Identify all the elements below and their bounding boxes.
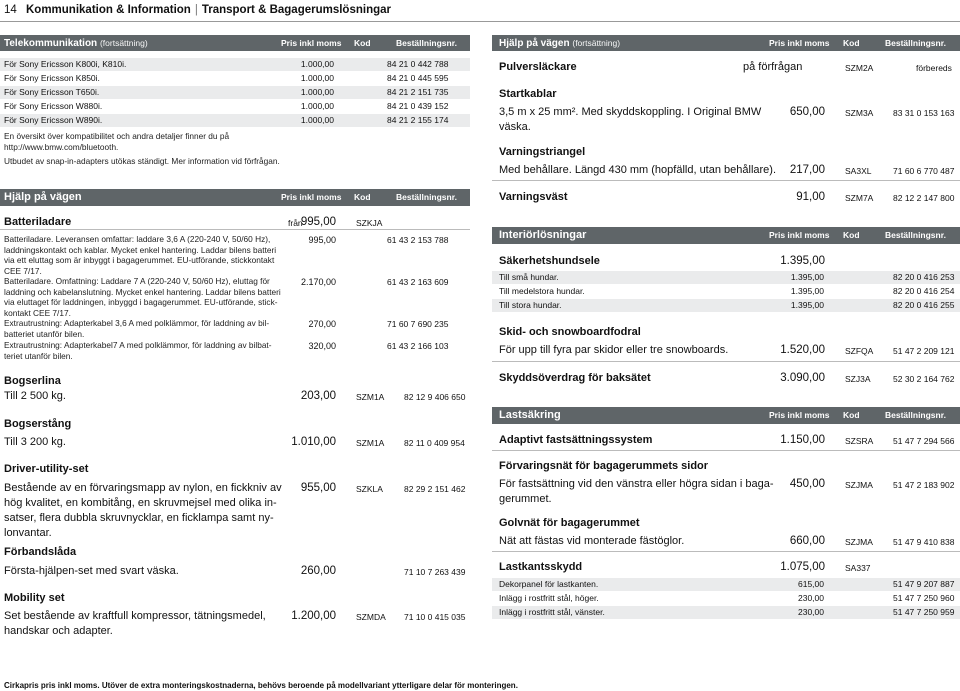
table-row: Till medelstora hundar. 1.395,00 82 20 0 416 254: [499, 286, 955, 296]
order-number: 61 43 2 153 788: [387, 235, 449, 245]
bogserstang-title: Bogserstång: [4, 418, 72, 430]
price: 650,00: [789, 106, 825, 118]
table-row: Till små hundar. 1.395,00 82 20 0 416 253: [492, 271, 960, 284]
price: 3.090,00: [780, 372, 825, 384]
page-title: Kommunikation & Information | Transport & Bagagerumslösningar: [26, 4, 391, 16]
sakerhetshundsele-title: Säkerhetshundsele: [499, 255, 600, 267]
order-number: 71 10 7 263 439: [404, 567, 466, 577]
price: 995,00: [300, 216, 336, 228]
price: 91,00: [796, 191, 825, 203]
order-number: 52 30 2 164 762: [893, 374, 955, 384]
section-bar-hjalp-pa-vagen: Hjälp på vägen Pris inkl moms Kod Beställningsnr.: [0, 189, 470, 206]
adaptivt-title: Adaptivt fastsättningssystem: [499, 434, 653, 446]
price: 450,00: [789, 478, 825, 490]
page-header: [0, 0, 960, 20]
item-description: Nät att fästas vid monterade fästöglor.: [499, 535, 685, 547]
code: SA337: [845, 563, 871, 573]
price: 217,00: [789, 164, 825, 176]
golvnat-title: Golvnät för bagagerummet: [499, 517, 640, 529]
code: SZJMA: [845, 480, 873, 490]
batteriladare-title: Batteriladare: [4, 216, 72, 228]
item-description: Till 2 500 kg.: [4, 390, 66, 402]
bluetooth-link[interactable]: http://www.bmw.com/bluetooth.: [4, 142, 119, 152]
code: SZM1A: [356, 438, 385, 448]
section-bar-lastsakring: Lastsäkring Pris inkl moms Kod Beställningsnr.: [492, 407, 960, 424]
code: SZSRA: [845, 436, 874, 446]
page-number: 14: [4, 4, 17, 16]
code: SZKLA: [356, 484, 383, 494]
code: SZM2A: [845, 63, 874, 73]
order-number: förbereds: [916, 63, 952, 73]
code: SZFQA: [845, 346, 874, 356]
lastkantsskydd-title: Lastkantsskydd: [499, 561, 583, 573]
code: SZM3A: [845, 108, 874, 118]
code: SZMDA: [356, 612, 386, 622]
forvaringsnat-title: Förvaringsnät för bagagerummets sidor: [499, 460, 709, 472]
pulverslackare-title: Pulversläckare: [499, 61, 577, 73]
price: 1.075,00: [780, 561, 825, 573]
table-row: För Sony Ericsson T650i. 1.000,00 84 21 2 151 735: [0, 86, 470, 99]
order-number: 71 60 7 690 235: [387, 319, 449, 329]
price: 203,00: [300, 390, 336, 402]
item-description: Batteriladare. Omfattning: Laddare 7 A (220-240 V, 50/60 Hz), eluttag för laddning och kabelanslutning. Mycket enkel hantering. Laddar bilens batteri via eluttaget för laddningen, inbyggd i bagagerummet. EU-utförande, stick- kontakt CEE 7/17.: [4, 276, 281, 318]
table-row: Till stora hundar. 1.395,00 82 20 0 416 255: [492, 299, 960, 312]
divider: [492, 551, 960, 552]
order-number: 83 31 0 153 163: [893, 108, 955, 118]
varningsvast-title: Varningsväst: [499, 191, 568, 203]
price: 260,00: [300, 565, 336, 577]
item-description: Set bestående av kraftfull kompressor, tätningsmedel, handskar och adapter.: [4, 610, 266, 637]
divider: [492, 180, 960, 181]
bogserlina-title: Bogserlina: [4, 375, 61, 387]
code: SA3XL: [845, 166, 872, 176]
table-row: För Sony Ericsson W890i. 1.000,00 84 21 2 155 174: [0, 114, 470, 127]
price: 1.520,00: [780, 344, 825, 356]
code: SZM1A: [356, 392, 385, 402]
price: 995,00: [308, 235, 336, 245]
divider: [492, 361, 960, 362]
item-description: Extrautrustning: Adapterkabel 3,6 A med polklämmor, för laddning av bil- batteriet utanför bilen.: [4, 318, 270, 339]
item-description: Till 3 200 kg.: [4, 436, 66, 448]
divider: [492, 450, 960, 451]
order-number: 71 60 6 770 487: [893, 166, 955, 176]
price: 1.395,00: [780, 255, 825, 267]
driver-utility-title: Driver-utility-set: [4, 463, 89, 475]
order-number: 61 43 2 166 103: [387, 341, 449, 351]
table-row: Inlägg i rostfritt stål, vänster. 230,00 51 47 7 250 959: [492, 606, 960, 619]
item-description: Första-hjälpen-set med svart väska.: [4, 565, 179, 577]
code: SZJ3A: [845, 374, 871, 384]
code: SZJMA: [845, 537, 873, 547]
varningstriangel-title: Varningstriangel: [499, 146, 586, 158]
price: 955,00: [300, 482, 336, 494]
adapter-note: Utbudet av snap-in-adapters utökas ständigt. Mer information vid förfrågan.: [4, 156, 280, 166]
compat-note: En översikt över kompatibilitet och andra detaljer finner du på: [4, 131, 230, 141]
price: 1.200,00: [291, 610, 336, 622]
order-number: 82 11 0 409 954: [404, 438, 465, 448]
skid-fodral-title: Skid- och snowboardfodral: [499, 326, 641, 338]
price: på förfrågan: [743, 61, 803, 73]
order-number: 82 12 2 147 800: [893, 193, 955, 203]
order-number: 71 10 0 415 035: [404, 612, 466, 622]
mobility-set-title: Mobility set: [4, 592, 65, 604]
header-rule: [0, 21, 960, 22]
section-bar-interiorlosningar: Interiörlösningar Pris inkl moms Kod Beställningsnr.: [492, 227, 960, 244]
order-number: 82 29 2 151 462: [404, 484, 466, 494]
item-description: Extrautrustning: Adapterkabel7 A med polklämmor, för laddning av bilbat- teriet utanför bilen.: [4, 340, 272, 361]
order-number: 82 12 9 406 650: [404, 392, 466, 402]
order-number: 51 47 2 183 902: [893, 480, 955, 490]
item-description: För fastsättning vid den vänstra eller högra sidan i baga- gerummet.: [499, 478, 774, 505]
price: 270,00: [308, 319, 336, 329]
code: SZKJA: [356, 218, 383, 228]
table-row: För Sony Ericsson K850i. 1.000,00 84 21 0 445 595: [4, 73, 449, 83]
table-row: För Sony Ericsson K800i, K810i. 1.000,00 84 21 0 442 788: [0, 58, 470, 71]
price: 1.150,00: [780, 434, 825, 446]
section-bar-telekommunikation: Telekommunikation (fortsättning) Pris inkl moms Kod Beställningsnr.: [0, 35, 470, 51]
table-row: Inlägg i rostfritt stål, höger. 230,00 51 47 7 250 960: [499, 593, 955, 603]
price: 2.170,00: [300, 277, 336, 287]
code: SZM7A: [845, 193, 874, 203]
item-description: För upp till fyra par skidor eller tre snowboards.: [499, 344, 729, 356]
item-description: 3,5 m x 25 mm². Med skyddskoppling. I Original BMW väska.: [499, 106, 762, 133]
section-bar-hjalp-fortsattning: Hjälp på vägen (fortsättning) Pris inkl moms Kod Beställningsnr.: [492, 35, 960, 51]
item-description: Med behållare. Längd 430 mm (hopfälld, utan behållare).: [499, 164, 777, 176]
skyddsoverdrag-title: Skyddsöverdrag för baksätet: [499, 372, 651, 384]
table-row: För Sony Ericsson W880i. 1.000,00 84 21 0 439 152: [4, 101, 449, 111]
forbandslada-title: Förbandslåda: [4, 546, 77, 558]
price: 1.010,00: [291, 436, 336, 448]
divider: [0, 229, 470, 230]
item-description: Batteriladare. Leveransen omfattar: laddare 3,6 A (220-240 V, 50/60 Hz), laddningskontakt och kablar. Mycket enkel hantering. Laddar bilens batteri via ett eluttag som är inbyggt i bagagerummet. EU-utförande, stickkontakt CEE 7/17.: [4, 234, 277, 276]
price: 320,00: [308, 341, 336, 351]
price: 660,00: [789, 535, 825, 547]
table-row: Dekorpanel för lastkanten. 615,00 51 47 9 207 887: [492, 578, 960, 591]
startkablar-title: Startkablar: [499, 88, 557, 100]
footer-note: Cirkapris pris inkl moms. Utöver de extra monteringskostnaderna, behövs beroende på modellvariant ytterligare delar för monteringen.: [4, 681, 518, 690]
order-number: 51 47 7 294 566: [893, 436, 955, 446]
from-label: från: [288, 218, 303, 228]
order-number: 51 47 9 410 838: [893, 537, 955, 547]
order-number: 51 47 2 209 121: [893, 346, 955, 356]
item-description: Bestående av en förvaringsmapp av nylon, en fickkniv av hög kvalitet, en kombitång, en skruvmejsel med olika in- satser, flera dubbla skruvnycklar, en ficklampa samt ny- lonvantar.: [4, 482, 282, 539]
order-number: 61 43 2 163 609: [387, 277, 449, 287]
